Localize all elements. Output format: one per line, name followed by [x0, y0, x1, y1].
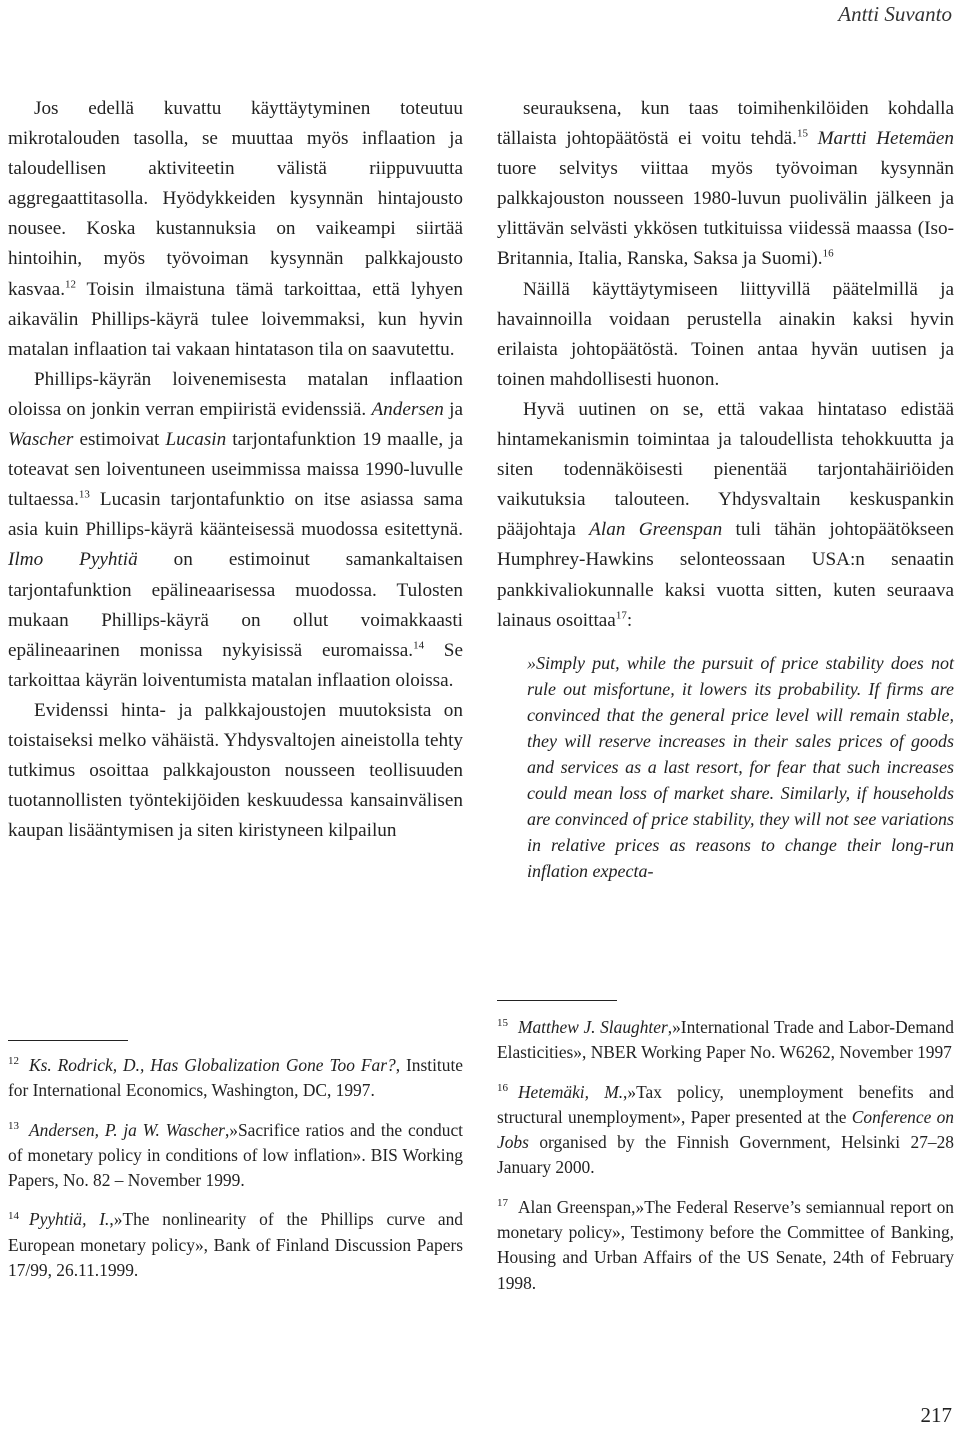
footnote: $^{12}$ Ks. Rodrick, D., Has Globalization Gone Too Far?, Institute for International Economics, Washington, DC, 1997. [8, 1055, 463, 1101]
block-quote: »Simply put, while the pursuit of price stability does not rule out misfortune, it lowers its probability. If firms are convinced that the general price level will remain stable, they will reserve increases in their sales prices of goods and services as a last resort, for fear that such increases could mean loss of market share. Similarly, if households are convinced of price stability, they will not see variations in relative prices as reasons to change their long-run inflation expecta- [527, 652, 954, 881]
paragraph: Hyvä uutinen on se, että vakaa hintataso edistää hintamekanismin toimintaa ja taloudellista tehokkuutta ja siten todennäköisesti pienentää tarjontahäiriöiden vaikutuksia talouteen. Yhdysvaltain keskuspankin pääjohtaja Alan Greenspan tuli tähän johtopäätökseen Humphrey-Hawkins selonteossaan USA:n senaatin pankkivaliokunnalle kaksi vuotta sitten, kuten seuraava lainaus osoittaa$^{17}$: [497, 398, 954, 631]
footnote-ref[interactable]: 12 [65, 278, 77, 291]
footnote: $^{13}$ Andersen, P. ja W. Wascher,»Sacrifice ratios and the conduct of monetary policy in conditions of low inflation». BIS Working Papers, No. 82 – November 1999. [8, 1119, 463, 1191]
footnote-ref[interactable]: 13 [78, 488, 90, 501]
running-header-author: Antti Suvanto [838, 2, 952, 26]
footnote: $^{16}$ Hetemäki, M.,»Tax policy, unemployment benefits and structural unemployment», Paper presented at the Conference on Jobs organised by the Finnish Government, Helsinki 27–28 January 2000. [497, 1081, 954, 1178]
footnote-ref[interactable]: 16 [822, 248, 834, 261]
paragraph: Evidenssi hinta- ja palkkajoustojen muutoksista on toistaiseksi melko vähäistä. Yhdysvaltojen aineistolla tehty tutkimus osoittaa palkkajouston nousseen teollisuuden tuotannollisten työntekijöiden keskuudessa kansainvälisen kaupan lisääntymisen ja siten kiristyneen kilpailun [8, 699, 463, 842]
right-column [497, 94, 954, 884]
left-column [8, 94, 463, 846]
footnote: $^{15}$ Matthew J. Slaughter,»International Trade and Labor-Demand Elasticities», NBER Working Paper No. W6262, November 1997 [497, 1017, 954, 1063]
footnotes-right [497, 1000, 954, 1310]
footnote-ref[interactable]: 15 [796, 127, 808, 140]
paragraph: Phillips-käyrän loivenemisesta matalan inflaation oloissa on jonkin verran empiiristä evidenssiä. Andersen ja Wascher estimoivat Lucasin tarjontafunktion 19 maalle, ja toteavat sen loiventuneen useimmissa maissa 1990-luvulle tultaessa.$^{13}$ Lucasin tarjontafunktio on itse asiassa sama asia kuin Phillips-käyrä käänteisessä muodossa esitettynä. Ilmo Pyyhtiä on estimoinut samankaltaisen tarjontafunktion epälineaarisessa muodossa. Tulosten mukaan Phillips-käyrä on ollut voimakkaasti epälineaarinen monissa nykyisissä euromaissa.$^{14}$ Se tarkoittaa käyrän loiventumista matalan inflaation oloissa. [8, 368, 464, 691]
footnote: $^{17}$ Alan Greenspan,»The Federal Reserve’s semiannual report on monetary policy», Testimony before the Committee of Banking, Housing and Urban Affairs of the US Senate, 24th of February 1998. [497, 1196, 954, 1293]
paragraph: seurauksena, kun taas toimihenkilöiden kohdalla tällaista johtopäätöstä ei voitu tehdä.$^{15}$ Martti Hetemäen tuore selvitys viittaa myös työvoiman kysynnän palkkajouston nousseen 1980-luvun puolivälin jälkeen ja ylittävän selvästi ykkösen tutkituissa viidessä maassa (Iso-Britannia, Italia, Ranska, Saksa ja Suomi).$^{16}$ [497, 98, 954, 270]
footnote-ref[interactable]: 14 [413, 639, 425, 652]
footnote-ref[interactable]: 17 [615, 609, 627, 622]
page-number: 217 [920, 1403, 952, 1427]
paragraph: Näillä käyttäytymiseen liittyvillä päätelmillä ja havainnoilla voidaan perustella ainakin kaksi hyvin erilaista johtopäätöstä. Toinen antaa hyvän uutisen ja toinen mahdollisesti huonon. [497, 278, 954, 390]
footnote: $^{14}$ Pyyhtiä, I.,»The nonlinearity of the Phillips curve and European monetary policy», Bank of Finland Discussion Papers 17/99, 26.11.1999. [8, 1209, 463, 1281]
paragraph: Jos edellä kuvattu käyttäytyminen toteutuu mikrotalouden tasolla, se muuttaa myös inflaation ja taloudellisen aktiviteetin välistä riippuvuutta aggregaattitasolla. Hyödykkeiden kysynnän hintajousto nousee. Koska kustannuksia on vaikeampi siirtää hintoihin, myös työvoiman kysynnän palkkajousto kasvaa.$^{12}$ Toisin ilmaistuna tämä tarkoittaa, että lyhyen aikavälin Phillips-käyrä tulee loivemmaksi, kun hyvin matalan inflaation tai vakaan hintatason tila on saavutettu. [8, 98, 463, 360]
footnotes-left [8, 1040, 463, 1297]
